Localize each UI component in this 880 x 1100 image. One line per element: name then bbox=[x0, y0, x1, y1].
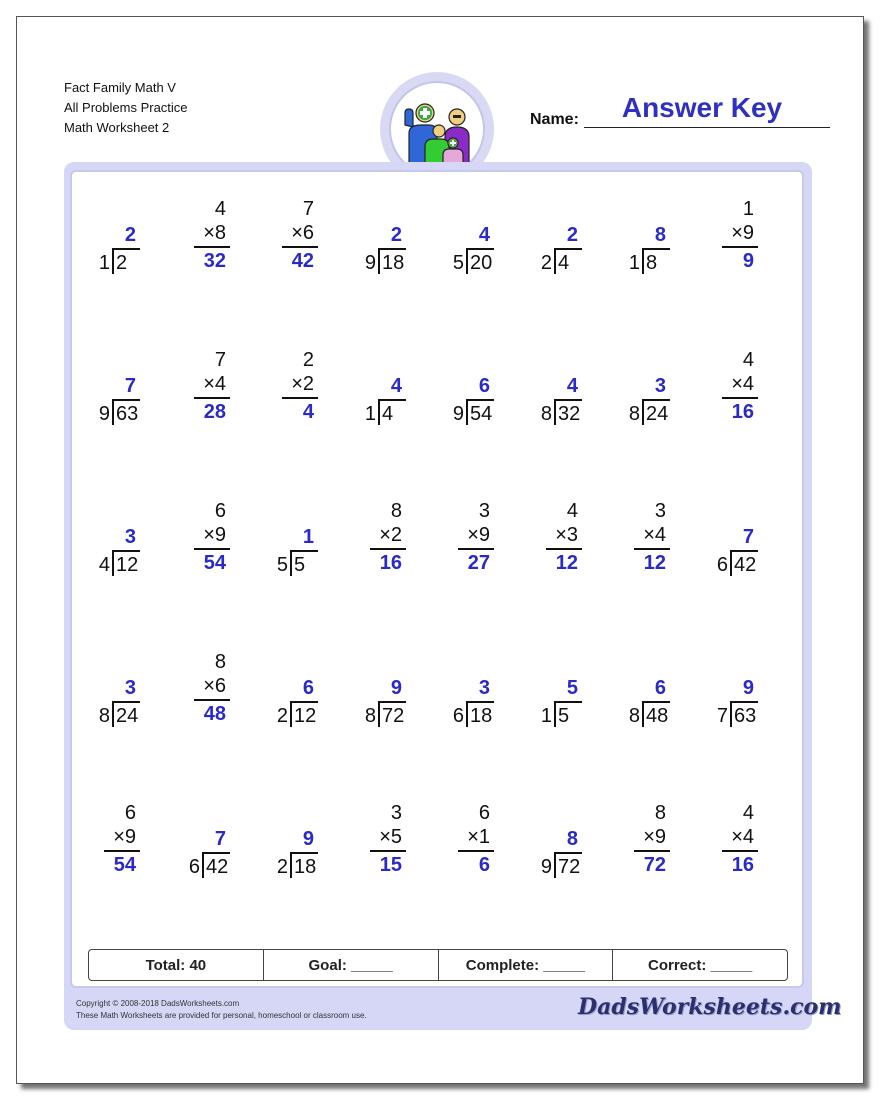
division-bracket bbox=[642, 701, 644, 727]
answer-key-heading: Answer Key bbox=[621, 92, 783, 123]
answer: 16 bbox=[731, 401, 754, 423]
division-bar bbox=[378, 701, 406, 703]
factor-top: 3 bbox=[390, 802, 402, 824]
division-bar bbox=[112, 399, 140, 401]
division-bar bbox=[378, 248, 406, 250]
division-bracket bbox=[378, 701, 380, 727]
answer: 54 bbox=[113, 854, 136, 876]
factor-top: 1 bbox=[742, 198, 754, 220]
divisor: 8 bbox=[364, 705, 376, 727]
problem-4 bbox=[348, 198, 428, 288]
divisor: 8 bbox=[628, 705, 640, 727]
quotient-answer: 8 bbox=[654, 224, 666, 246]
divisor: 4 bbox=[98, 554, 110, 576]
problem-9 bbox=[82, 349, 162, 439]
quotient-answer: 3 bbox=[654, 375, 666, 397]
division-bracket bbox=[466, 248, 468, 274]
dividend: 4 bbox=[382, 403, 394, 425]
problem-40 bbox=[700, 802, 780, 892]
quotient-answer: 9 bbox=[390, 677, 402, 699]
dividend: 8 bbox=[646, 252, 658, 274]
division-bracket bbox=[290, 550, 292, 576]
division-bar bbox=[642, 701, 670, 703]
answer: 15 bbox=[379, 854, 402, 876]
answer: 12 bbox=[555, 552, 578, 574]
quotient-answer: 4 bbox=[390, 375, 402, 397]
dividend: 18 bbox=[382, 252, 405, 274]
product-line bbox=[458, 850, 494, 852]
total-cell: Total: 40 bbox=[89, 950, 264, 980]
quotient-answer: 4 bbox=[478, 224, 490, 246]
factor-top: 3 bbox=[654, 500, 666, 522]
product-line bbox=[370, 548, 406, 550]
dividend: 63 bbox=[734, 705, 757, 727]
answer: 16 bbox=[379, 552, 402, 574]
problem-38 bbox=[524, 802, 604, 892]
factor-bottom: ×9 bbox=[113, 826, 136, 848]
division-bar bbox=[554, 852, 582, 854]
division-bracket bbox=[642, 248, 644, 274]
problem-1 bbox=[82, 198, 162, 288]
quotient-answer: 6 bbox=[302, 677, 314, 699]
score-table bbox=[88, 949, 788, 981]
problem-5 bbox=[436, 198, 516, 288]
dividend: 24 bbox=[646, 403, 669, 425]
factor-bottom: ×9 bbox=[731, 222, 754, 244]
quotient-answer: 2 bbox=[566, 224, 578, 246]
name-field-line[interactable] bbox=[584, 127, 830, 128]
product-line bbox=[194, 246, 230, 248]
quotient-answer: 2 bbox=[124, 224, 136, 246]
division-bar bbox=[642, 248, 670, 250]
divisor: 2 bbox=[276, 705, 288, 727]
division-bar bbox=[290, 550, 318, 552]
factor-top: 8 bbox=[654, 802, 666, 824]
divisor: 5 bbox=[452, 252, 464, 274]
correct-cell[interactable]: Correct: _____ bbox=[648, 956, 753, 974]
product-line bbox=[194, 699, 230, 701]
product-line bbox=[282, 246, 318, 248]
product-line bbox=[458, 548, 494, 550]
divisor: 6 bbox=[716, 554, 728, 576]
factor-bottom: ×9 bbox=[467, 524, 490, 546]
division-bracket bbox=[112, 248, 114, 274]
division-bracket bbox=[290, 701, 292, 727]
product-line bbox=[722, 246, 758, 248]
problem-19 bbox=[260, 500, 340, 590]
dividend: 24 bbox=[116, 705, 139, 727]
dividend: 18 bbox=[470, 705, 493, 727]
dividend: 54 bbox=[470, 403, 493, 425]
problem-3 bbox=[260, 198, 340, 288]
division-bracket bbox=[112, 701, 114, 727]
division-bracket bbox=[554, 248, 556, 274]
product-line bbox=[194, 548, 230, 550]
problem-22 bbox=[524, 500, 604, 590]
divisor: 9 bbox=[364, 252, 376, 274]
factor-top: 4 bbox=[742, 802, 754, 824]
problem-8 bbox=[700, 198, 780, 288]
dividend: 42 bbox=[734, 554, 757, 576]
division-bar bbox=[554, 399, 582, 401]
problem-18 bbox=[172, 500, 252, 590]
problem-16 bbox=[700, 349, 780, 439]
division-bracket bbox=[730, 550, 732, 576]
divisor: 2 bbox=[276, 856, 288, 878]
quotient-answer: 6 bbox=[654, 677, 666, 699]
division-bar bbox=[290, 852, 318, 854]
divisor: 6 bbox=[188, 856, 200, 878]
division-bar bbox=[554, 701, 582, 703]
usage-line: These Math Worksheets are provided for personal, homeschool or classroom use. bbox=[76, 1011, 367, 1020]
division-bracket bbox=[554, 701, 556, 727]
copyright-line: Copyright © 2008-2018 DadsWorksheets.com bbox=[76, 999, 240, 1008]
product-line bbox=[546, 548, 582, 550]
factor-top: 7 bbox=[214, 349, 226, 371]
problem-20 bbox=[348, 500, 428, 590]
factor-top: 3 bbox=[478, 500, 490, 522]
quotient-answer: 6 bbox=[478, 375, 490, 397]
quotient-answer: 9 bbox=[302, 828, 314, 850]
division-bar bbox=[642, 399, 670, 401]
answer: 72 bbox=[643, 854, 666, 876]
division-bar bbox=[202, 852, 230, 854]
divisor: 8 bbox=[540, 403, 552, 425]
product-line bbox=[104, 850, 140, 852]
division-bar bbox=[466, 701, 494, 703]
problem-34 bbox=[172, 802, 252, 892]
division-bar bbox=[554, 248, 582, 250]
divisor: 1 bbox=[540, 705, 552, 727]
dividend: 4 bbox=[558, 252, 570, 274]
problem-37 bbox=[436, 802, 516, 892]
answer: 9 bbox=[742, 250, 754, 272]
divisor: 2 bbox=[540, 252, 552, 274]
quotient-answer: 3 bbox=[124, 526, 136, 548]
problem-11 bbox=[260, 349, 340, 439]
divisor: 9 bbox=[540, 856, 552, 878]
product-line bbox=[722, 850, 758, 852]
problem-27 bbox=[260, 651, 340, 741]
dividend: 63 bbox=[116, 403, 139, 425]
problem-25 bbox=[82, 651, 162, 741]
product-line bbox=[634, 548, 670, 550]
divisor: 5 bbox=[276, 554, 288, 576]
divisor: 8 bbox=[98, 705, 110, 727]
problem-26 bbox=[172, 651, 252, 741]
division-bar bbox=[112, 550, 140, 552]
quotient-answer: 4 bbox=[566, 375, 578, 397]
problem-14 bbox=[524, 349, 604, 439]
factor-top: 4 bbox=[214, 198, 226, 220]
answer: 32 bbox=[203, 250, 226, 272]
factor-top: 4 bbox=[566, 500, 578, 522]
goal-cell[interactable]: Goal: _____ bbox=[264, 950, 439, 980]
product-line bbox=[370, 850, 406, 852]
division-bracket bbox=[466, 399, 468, 425]
problem-2 bbox=[172, 198, 252, 288]
factor-bottom: ×2 bbox=[291, 373, 314, 395]
dividend: 72 bbox=[382, 705, 405, 727]
problem-32 bbox=[700, 651, 780, 741]
divisor: 1 bbox=[628, 252, 640, 274]
division-bracket bbox=[730, 701, 732, 727]
quotient-answer: 5 bbox=[566, 677, 578, 699]
factor-bottom: ×4 bbox=[203, 373, 226, 395]
factor-bottom: ×8 bbox=[203, 222, 226, 244]
quotient-answer: 8 bbox=[566, 828, 578, 850]
factor-top: 2 bbox=[302, 349, 314, 371]
product-line bbox=[634, 850, 670, 852]
factor-bottom: ×6 bbox=[203, 675, 226, 697]
quotient-answer: 1 bbox=[302, 526, 314, 548]
division-bracket bbox=[466, 701, 468, 727]
dividend: 48 bbox=[646, 705, 669, 727]
dividend: 42 bbox=[206, 856, 229, 878]
title-line-3: Math Worksheet 2 bbox=[64, 120, 170, 135]
factor-top: 7 bbox=[302, 198, 314, 220]
factor-top: 6 bbox=[124, 802, 136, 824]
divisor: 9 bbox=[452, 403, 464, 425]
dividend: 5 bbox=[294, 554, 306, 576]
quotient-answer: 7 bbox=[214, 828, 226, 850]
product-line bbox=[282, 397, 318, 399]
problem-29 bbox=[436, 651, 516, 741]
division-bracket bbox=[112, 399, 114, 425]
name-label: Name: bbox=[530, 111, 579, 128]
problem-15 bbox=[612, 349, 692, 439]
problem-7 bbox=[612, 198, 692, 288]
dividend: 12 bbox=[294, 705, 317, 727]
divisor: 9 bbox=[98, 403, 110, 425]
copyright-notice bbox=[76, 998, 367, 1022]
division-bracket bbox=[290, 852, 292, 878]
factor-top: 8 bbox=[214, 651, 226, 673]
factor-top: 6 bbox=[214, 500, 226, 522]
factor-bottom: ×5 bbox=[379, 826, 402, 848]
division-bar bbox=[112, 701, 140, 703]
answer: 16 bbox=[731, 854, 754, 876]
dividend: 2 bbox=[116, 252, 128, 274]
problem-23 bbox=[612, 500, 692, 590]
complete-cell[interactable]: Complete: _____ bbox=[439, 950, 614, 980]
factor-bottom: ×9 bbox=[203, 524, 226, 546]
factor-bottom: ×1 bbox=[467, 826, 490, 848]
title-line-1: Fact Family Math V bbox=[64, 80, 176, 95]
quotient-answer: 2 bbox=[390, 224, 402, 246]
division-bracket bbox=[112, 550, 114, 576]
division-bar bbox=[466, 248, 494, 250]
problem-33 bbox=[82, 802, 162, 892]
dividend: 20 bbox=[470, 252, 493, 274]
factor-top: 4 bbox=[742, 349, 754, 371]
division-bar bbox=[466, 399, 494, 401]
division-bracket bbox=[554, 399, 556, 425]
divisor: 6 bbox=[452, 705, 464, 727]
problem-31 bbox=[612, 651, 692, 741]
factor-top: 8 bbox=[390, 500, 402, 522]
factor-bottom: ×4 bbox=[643, 524, 666, 546]
problem-35 bbox=[260, 802, 340, 892]
answer: 12 bbox=[643, 552, 666, 574]
quotient-answer: 9 bbox=[742, 677, 754, 699]
factor-top: 6 bbox=[478, 802, 490, 824]
problem-39 bbox=[612, 802, 692, 892]
dividend: 5 bbox=[558, 705, 570, 727]
division-bracket bbox=[554, 852, 556, 878]
answer: 48 bbox=[203, 703, 226, 725]
answer: 6 bbox=[478, 854, 490, 876]
quotient-answer: 3 bbox=[478, 677, 490, 699]
problem-24 bbox=[700, 500, 780, 590]
answer: 27 bbox=[467, 552, 490, 574]
answer: 54 bbox=[203, 552, 226, 574]
quotient-answer: 3 bbox=[124, 677, 136, 699]
factor-bottom: ×6 bbox=[291, 222, 314, 244]
quotient-answer: 7 bbox=[742, 526, 754, 548]
dividend: 32 bbox=[558, 403, 581, 425]
problem-13 bbox=[436, 349, 516, 439]
divisor: 1 bbox=[98, 252, 110, 274]
answer: 4 bbox=[302, 401, 314, 423]
factor-bottom: ×2 bbox=[379, 524, 402, 546]
problem-17 bbox=[82, 500, 162, 590]
problem-6 bbox=[524, 198, 604, 288]
divisor: 7 bbox=[716, 705, 728, 727]
division-bar bbox=[378, 399, 406, 401]
division-bar bbox=[730, 701, 758, 703]
quotient-answer: 7 bbox=[124, 375, 136, 397]
divisor: 1 bbox=[364, 403, 376, 425]
worksheet-title bbox=[64, 78, 188, 138]
factor-bottom: ×4 bbox=[731, 826, 754, 848]
division-bar bbox=[730, 550, 758, 552]
division-bracket bbox=[202, 852, 204, 878]
product-line bbox=[722, 397, 758, 399]
division-bracket bbox=[642, 399, 644, 425]
dividend: 18 bbox=[294, 856, 317, 878]
factor-bottom: ×9 bbox=[643, 826, 666, 848]
answer: 42 bbox=[291, 250, 314, 272]
factor-bottom: ×3 bbox=[555, 524, 578, 546]
problem-28 bbox=[348, 651, 428, 741]
factor-bottom: ×4 bbox=[731, 373, 754, 395]
problem-21 bbox=[436, 500, 516, 590]
problem-12 bbox=[348, 349, 428, 439]
divisor: 8 bbox=[628, 403, 640, 425]
title-line-2: All Problems Practice bbox=[64, 100, 188, 115]
dividend: 12 bbox=[116, 554, 139, 576]
brand-logo: DadsWorksheets.com bbox=[578, 994, 842, 1020]
dividend: 72 bbox=[558, 856, 581, 878]
product-line bbox=[194, 397, 230, 399]
division-bar bbox=[112, 248, 140, 250]
division-bracket bbox=[378, 399, 380, 425]
division-bracket bbox=[378, 248, 380, 274]
answer: 28 bbox=[203, 401, 226, 423]
problem-36 bbox=[348, 802, 428, 892]
problem-30 bbox=[524, 651, 604, 741]
division-bar bbox=[290, 701, 318, 703]
problem-10 bbox=[172, 349, 252, 439]
